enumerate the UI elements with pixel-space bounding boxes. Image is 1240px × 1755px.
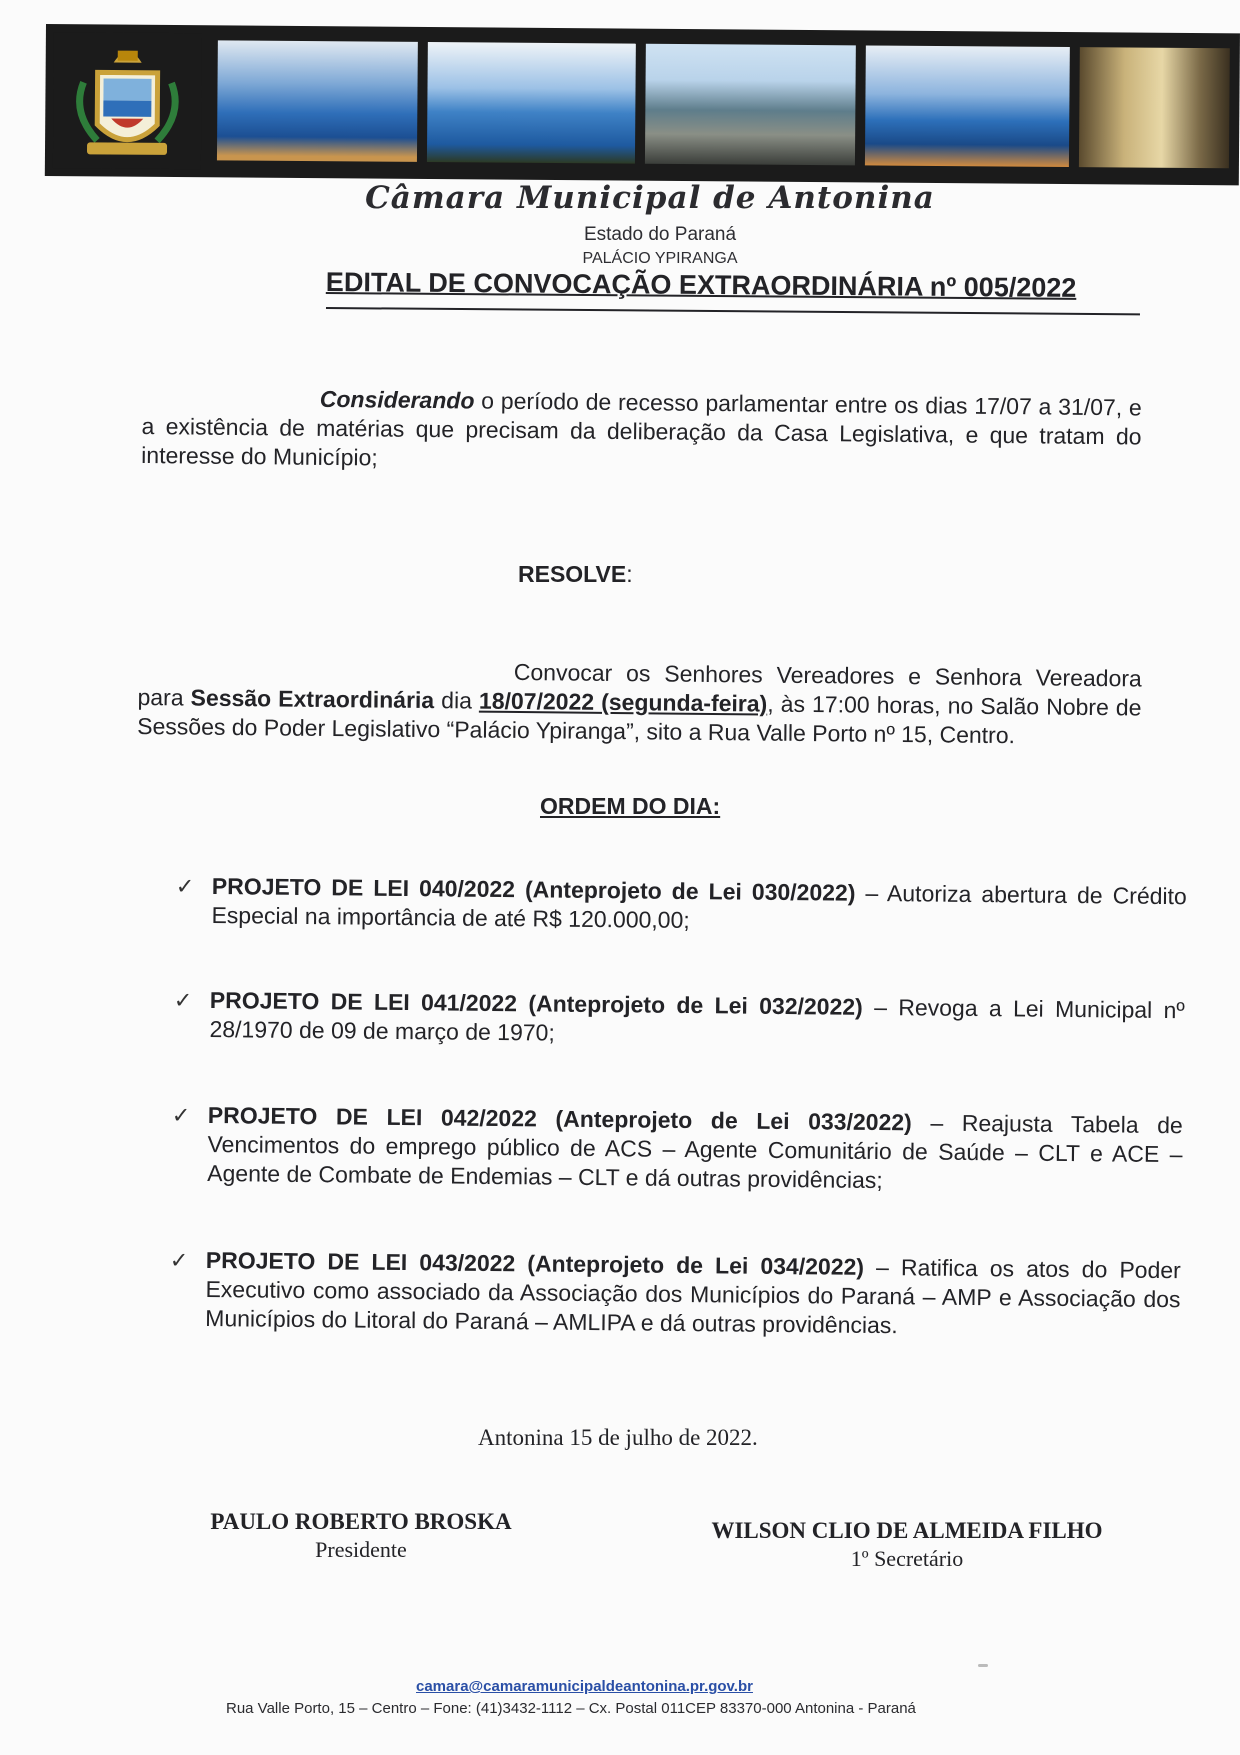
checkmark-icon: ✓ bbox=[169, 1247, 189, 1273]
resolve-label: RESOLVE bbox=[518, 561, 627, 587]
landscape-photo-promenade bbox=[645, 44, 856, 166]
agenda-item-bill: PROJETO DE LEI 041/2022 (Anteprojeto de Lei 032/2022) bbox=[209, 986, 863, 1020]
agenda-item-bill: PROJETO DE LEI 042/2022 (Anteprojeto de Lei 033/2022) bbox=[207, 1102, 912, 1136]
signatory-name: WILSON CLIO DE ALMEIDA FILHO bbox=[711, 1518, 1103, 1543]
considering-text: o período de recesso parlamentar entre os dias 17/07 a 31/07, e a existência de matérias que precisam da deliberação da Casa Legislativa, e que tratam do interesse do Município; bbox=[141, 387, 1142, 471]
footer-email-link[interactable]: camara@camaramunicipaldeantonina.pr.gov.br bbox=[416, 1678, 753, 1695]
convocation-part2: dia bbox=[434, 687, 480, 714]
landscape-photo-arches bbox=[1079, 47, 1230, 168]
state-name: Estado do Paraná bbox=[583, 224, 737, 245]
agenda-item-bill: PROJETO DE LEI 040/2022 (Anteprojeto de Lei 030/2022) bbox=[211, 872, 856, 906]
considering-lead: Considerando bbox=[319, 385, 475, 414]
organization-name: Câmara Municipal de Antonina bbox=[365, 180, 935, 216]
landscape-photo-bay bbox=[217, 40, 418, 162]
palace-name: PALÁCIO YPIRANGA bbox=[582, 250, 738, 267]
checkmark-icon: ✓ bbox=[173, 987, 193, 1013]
session-date: 18/07/2022 (segunda-feira) bbox=[478, 687, 768, 717]
coat-of-arms-logo bbox=[53, 32, 202, 169]
agenda-item bbox=[169, 1246, 1181, 1343]
agenda-item-text: – Reajusta Tabela de Vencimentos do emprego público de ACS – Agente Comunitário de Saúde – CLT e ACE – Agente de Combate de Endemias – CLT e dá outras providências; bbox=[207, 1109, 1183, 1194]
resolve-colon: : bbox=[626, 561, 633, 587]
landscape-photo-island bbox=[427, 42, 636, 164]
signature-block-secretary bbox=[692, 1518, 1122, 1572]
place-and-date: Antonina 15 de julho de 2022. bbox=[478, 1425, 758, 1450]
signatory-name: PAULO ROBERTO BROSKA bbox=[210, 1509, 512, 1534]
document-title: EDITAL DE CONVOCAÇÃO EXTRAORDINÁRIA nº 005/2022 bbox=[325, 267, 1077, 303]
footer-address: Rua Valle Porto, 15 – Centro – Fone: (41)3432-1112 – Cx. Postal 011CEP 83370-000 Antonina - Paraná bbox=[226, 1700, 916, 1717]
title-rule bbox=[326, 307, 1140, 315]
agenda-item bbox=[171, 1101, 1183, 1198]
checkmark-icon: ✓ bbox=[171, 1102, 191, 1128]
convocation-part3: , às 17:00 horas, no Salão Nobre de Sessões do Poder Legislativo “Palácio Ypiranga”, sito a Rua Valle Porto nº 15, Centro. bbox=[137, 690, 1142, 749]
agenda-item bbox=[173, 986, 1185, 1054]
considering-paragraph bbox=[141, 383, 1142, 480]
signatory-role: 1º Secretário bbox=[850, 1546, 964, 1571]
landscape-photo-coast bbox=[865, 45, 1070, 167]
convocation-part1: Convocar os Senhores Vereadores e Senhora Vereadora para bbox=[137, 658, 1142, 711]
resolve-heading bbox=[518, 561, 633, 588]
checkmark-icon: ✓ bbox=[175, 873, 195, 899]
agenda-item bbox=[175, 872, 1187, 940]
agenda-item-text: – Ratifica os atos do Poder Executivo como associado da Associação dos Municípios do Paraná – AMP e Associação dos Municípios do Litoral do Paraná – AMLIPA e dá outras providências. bbox=[205, 1253, 1181, 1339]
agenda-heading: ORDEM DO DIA: bbox=[540, 793, 721, 819]
agenda-item-text: – Autoriza abertura de Crédito Especial na importância de até R$ 120.000,00; bbox=[211, 879, 1187, 934]
scan-speck bbox=[978, 1664, 988, 1667]
signature-block-president bbox=[194, 1509, 528, 1563]
header-banner bbox=[45, 24, 1240, 185]
signatory-role: Presidente bbox=[315, 1537, 407, 1562]
agenda-item-text: – Revoga a Lei Municipal nº 28/1970 de 09 de março de 1970; bbox=[209, 993, 1185, 1046]
session-type: Sessão Extraordinária bbox=[190, 684, 435, 714]
convocation-paragraph bbox=[137, 654, 1142, 752]
agenda-item-bill: PROJETO DE LEI 043/2022 (Anteprojeto de Lei 034/2022) bbox=[205, 1247, 865, 1280]
